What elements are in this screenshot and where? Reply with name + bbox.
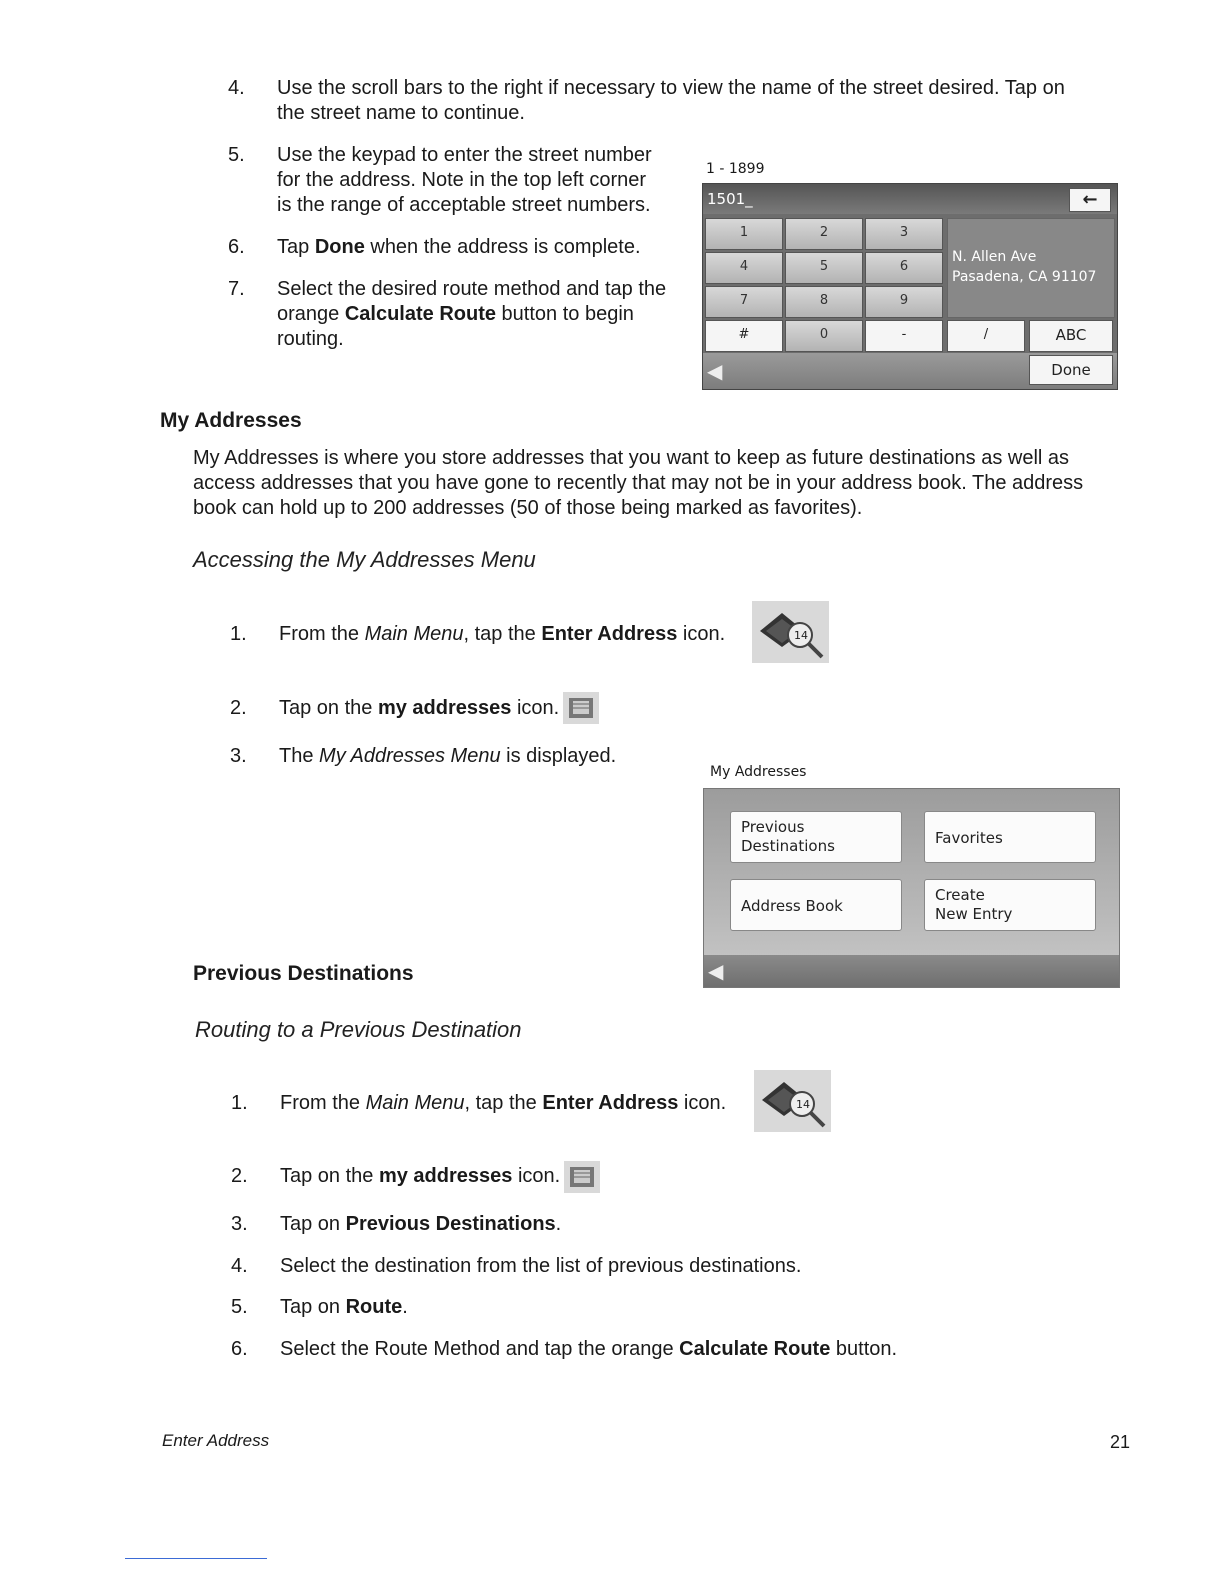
key-3[interactable]: 3 xyxy=(865,218,943,250)
text: Tap on xyxy=(280,1213,346,1235)
previous-destinations-button[interactable] xyxy=(730,811,902,863)
screen-title: My Addresses xyxy=(710,764,807,780)
step-line: routing. xyxy=(277,328,344,350)
text: Select the Route Method and tap the orange xyxy=(280,1338,680,1360)
bottom-bar xyxy=(703,353,1117,389)
key-2[interactable]: 2 xyxy=(785,218,863,250)
bold-text: my addresses xyxy=(378,1165,513,1187)
step-text xyxy=(280,1212,561,1237)
bold-text: Previous Destinations xyxy=(345,1213,556,1235)
my-addresses-icon xyxy=(563,692,599,724)
button-label: Destinations xyxy=(741,837,835,855)
step-line: Use the keypad to enter the street number xyxy=(277,144,652,166)
text: icon. xyxy=(512,1165,561,1187)
text: Select the destination from the list of previous destinations. xyxy=(280,1255,802,1277)
step-text xyxy=(280,1337,897,1362)
button-label: Favorites xyxy=(935,829,1003,847)
key-dash[interactable]: - xyxy=(865,320,943,352)
text: Tap on xyxy=(280,1296,346,1318)
step-line: the street name to continue. xyxy=(277,102,525,124)
step-text xyxy=(280,1295,408,1320)
button-label: Address Book xyxy=(741,897,843,915)
bold-text: Calculate Route xyxy=(679,1338,831,1360)
step-line: for the address. Note in the top left corner xyxy=(277,169,647,191)
key-7[interactable]: 7 xyxy=(705,286,783,318)
step-line xyxy=(277,302,687,327)
key-slash[interactable]: / xyxy=(947,320,1025,352)
favorites-button[interactable] xyxy=(924,811,1096,863)
text: when the address is complete. xyxy=(364,236,641,258)
step-number: 4. xyxy=(228,77,245,99)
text: , tap the xyxy=(464,1092,543,1114)
key-0[interactable]: 0 xyxy=(785,320,863,352)
step-number: 3. xyxy=(230,745,247,767)
step-text xyxy=(279,744,616,769)
text: icon. xyxy=(678,1092,727,1114)
subsection-heading: Accessing the My Addresses Menu xyxy=(193,547,536,572)
italic-text: Main Menu xyxy=(364,623,464,645)
step-text xyxy=(280,1091,726,1116)
text: . xyxy=(555,1213,562,1235)
desc-line: book can hold up to 200 addresses (50 of those being marked as favorites). xyxy=(193,497,863,519)
key-1[interactable]: 1 xyxy=(705,218,783,250)
section-heading: Previous Destinations xyxy=(193,962,414,985)
text: icon. xyxy=(511,697,560,719)
bold-text: Enter Address xyxy=(541,623,678,645)
step-number: 7. xyxy=(228,278,245,300)
button-label: Previous xyxy=(741,818,805,836)
step-number: 2. xyxy=(231,1165,248,1187)
keypad-screen xyxy=(702,183,1118,390)
step-text xyxy=(279,696,559,721)
key-9[interactable]: 9 xyxy=(865,286,943,318)
text: , tap the xyxy=(463,623,542,645)
city-state-zip: Pasadena, CA 91107 xyxy=(952,269,1097,285)
text: orange xyxy=(277,303,345,325)
text: From the xyxy=(280,1092,366,1114)
section-heading: My Addresses xyxy=(160,409,302,432)
button-label: New Entry xyxy=(935,905,1013,923)
button-label: Create xyxy=(935,886,985,904)
step-number: 2. xyxy=(230,697,247,719)
done-button[interactable]: Done xyxy=(1029,355,1113,385)
text: Tap on the xyxy=(279,697,378,719)
address-preview xyxy=(947,218,1115,318)
subsection-heading: Routing to a Previous Destination xyxy=(195,1017,522,1042)
step-line: Use the scroll bars to the right if necessary to view the name of the street desired. Tap on xyxy=(277,77,1065,99)
text: . xyxy=(402,1296,408,1318)
backspace-button[interactable]: ← xyxy=(1069,188,1111,212)
step-number: 4. xyxy=(231,1255,248,1277)
step-number: 1. xyxy=(230,623,247,645)
italic-text: My Addresses Menu xyxy=(319,745,501,767)
text: Tap on the xyxy=(280,1165,379,1187)
step-text xyxy=(277,277,687,352)
step-number: 3. xyxy=(231,1213,248,1235)
range-label: 1 - 1899 xyxy=(706,161,765,177)
desc-line: My Addresses is where you store addresses that you want to keep as future destinations as well as xyxy=(193,447,1070,469)
step-text xyxy=(277,235,641,260)
back-arrow-icon[interactable]: ◀ xyxy=(707,361,723,383)
step-number: 5. xyxy=(231,1296,248,1318)
step-text xyxy=(280,1164,560,1189)
key-6[interactable]: 6 xyxy=(865,252,943,284)
bold-text: Route xyxy=(345,1296,403,1318)
section-description xyxy=(193,446,1153,521)
text: From the xyxy=(279,623,365,645)
bold-text: Enter Address xyxy=(542,1092,679,1114)
text: is displayed. xyxy=(500,745,617,767)
step-line: is the range of acceptable street numbers. xyxy=(277,194,651,216)
bold-text: Done xyxy=(314,236,365,258)
my-addresses-screen xyxy=(703,788,1120,988)
step-line: Select the desired route method and tap the xyxy=(277,278,667,300)
footer-section: Enter Address xyxy=(162,1431,270,1450)
number-entry-field[interactable] xyxy=(703,184,1117,214)
enter-address-icon xyxy=(752,601,829,663)
street-name: N. Allen Ave xyxy=(952,249,1037,265)
step-text xyxy=(277,143,677,218)
address-book-button[interactable] xyxy=(730,879,902,931)
step-number: 6. xyxy=(228,236,245,258)
key-4[interactable]: 4 xyxy=(705,252,783,284)
key-5[interactable]: 5 xyxy=(785,252,863,284)
enter-address-icon xyxy=(754,1070,831,1132)
bold-text: Calculate Route xyxy=(344,303,496,325)
text: Tap xyxy=(277,236,315,258)
bottom-bar xyxy=(704,955,1119,987)
back-arrow-icon[interactable]: ◀ xyxy=(708,961,724,983)
text: button to begin xyxy=(496,303,634,325)
page-number: 21 xyxy=(1110,1432,1131,1452)
key-hash[interactable]: # xyxy=(705,320,783,352)
text: The xyxy=(279,745,320,767)
step-text xyxy=(277,76,1137,126)
step-text xyxy=(279,622,725,647)
key-8[interactable]: 8 xyxy=(785,286,863,318)
icon-badge-text: 14 xyxy=(794,629,808,642)
step-number: 1. xyxy=(231,1092,248,1114)
desc-line: access addresses that you have gone to recently that may not be in your address book. The address xyxy=(193,472,1084,494)
italic-text: Main Menu xyxy=(365,1092,465,1114)
step-number: 6. xyxy=(231,1338,248,1360)
my-addresses-icon xyxy=(564,1161,600,1193)
icon-badge-text: 14 xyxy=(796,1098,810,1111)
bold-text: my addresses xyxy=(377,697,512,719)
text: button. xyxy=(830,1338,898,1360)
create-new-entry-button[interactable] xyxy=(924,879,1096,931)
abc-button[interactable]: ABC xyxy=(1029,320,1113,352)
entry-value: 1501_ xyxy=(707,190,753,208)
text: icon. xyxy=(677,623,726,645)
step-number: 5. xyxy=(228,144,245,166)
footer-rule xyxy=(125,1558,267,1559)
step-text xyxy=(280,1254,801,1279)
